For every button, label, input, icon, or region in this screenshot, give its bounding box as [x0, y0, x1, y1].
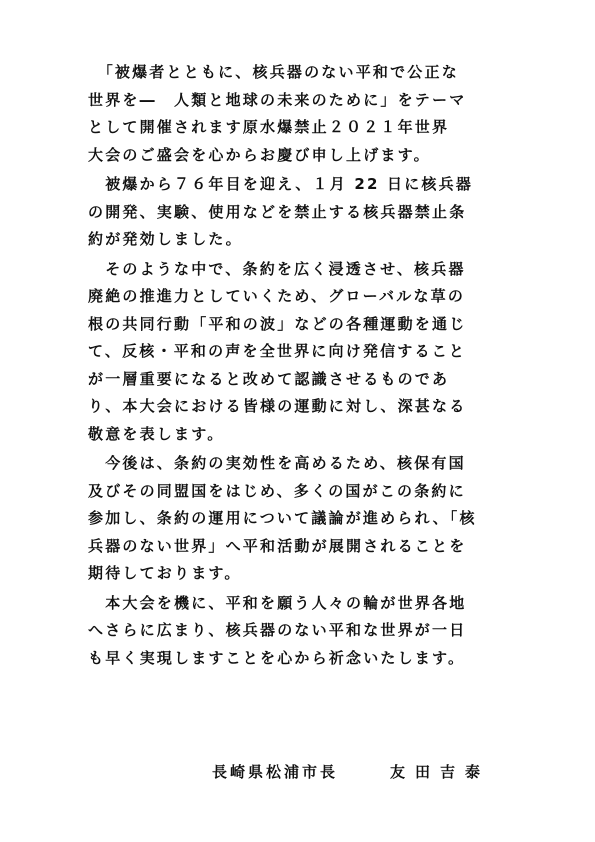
text-line: そのような中で、条約を広く浸透させ、核兵器	[88, 259, 466, 278]
text-line: へさらに広まり、核兵器のない平和な世界が一日	[88, 621, 467, 639]
text-line: 「被爆者とともに、核兵器のない平和で公正な	[88, 63, 459, 81]
text-line: 世界を― 人類と地球の未来のために」をテーマ	[88, 90, 467, 109]
text-line: が一層重要になると改めて認識させるものであ	[88, 369, 450, 388]
text-line: り、本大会における皆様の運動に対し、深甚なる	[88, 397, 467, 415]
text-line: 兵器のない世界」へ平和活動が展開されることを	[88, 536, 467, 555]
text-line: 大会のご盛会を心からお慶び申し上げます。	[88, 145, 431, 164]
signer-name: 友田吉泰	[390, 763, 491, 781]
text-line: て、反核・平和の声を全世界に向け発信すること	[88, 342, 467, 360]
paragraph-1	[88, 59, 528, 169]
text-line: 被爆から７６年目を迎え、１月 22 日に核兵器	[88, 175, 474, 193]
text-line: 約が発効しました。	[88, 230, 243, 248]
letter-body	[88, 59, 528, 672]
text-line: として開催されます原水爆禁止２０２１年世界	[88, 118, 450, 136]
text-line: 期待しております。	[88, 564, 242, 582]
text-line: も早く実現しますことを心から祈念いたします。	[88, 648, 466, 667]
text-line: 参加し、条約の運用について議論が進められ、「核	[88, 509, 477, 527]
text-line: 本大会を機に、平和を願う人々の輪が世界各地	[88, 593, 467, 612]
text-line: 根の共同行動「平和の波」などの各種運動を通じ	[88, 314, 467, 333]
text-line: 廃絶の推進力としていくため、グローバルな草の	[88, 287, 466, 305]
signature-block	[0, 760, 595, 784]
paragraph-4	[88, 450, 528, 588]
text-line: の開発、実験、使用などを禁止する核兵器禁止条	[88, 202, 467, 221]
text-line: 及びその同盟国をはじめ、多くの国がこの条約に	[88, 481, 466, 500]
text-line: 今後は、条約の実効性を高めるため、核保有国	[88, 454, 466, 472]
paragraph-2	[88, 171, 528, 254]
paragraph-3	[88, 256, 528, 449]
signer-title: 長崎県松浦市長	[212, 763, 339, 781]
text-line: 敬意を表します。	[88, 424, 225, 443]
paragraph-5	[88, 590, 528, 673]
